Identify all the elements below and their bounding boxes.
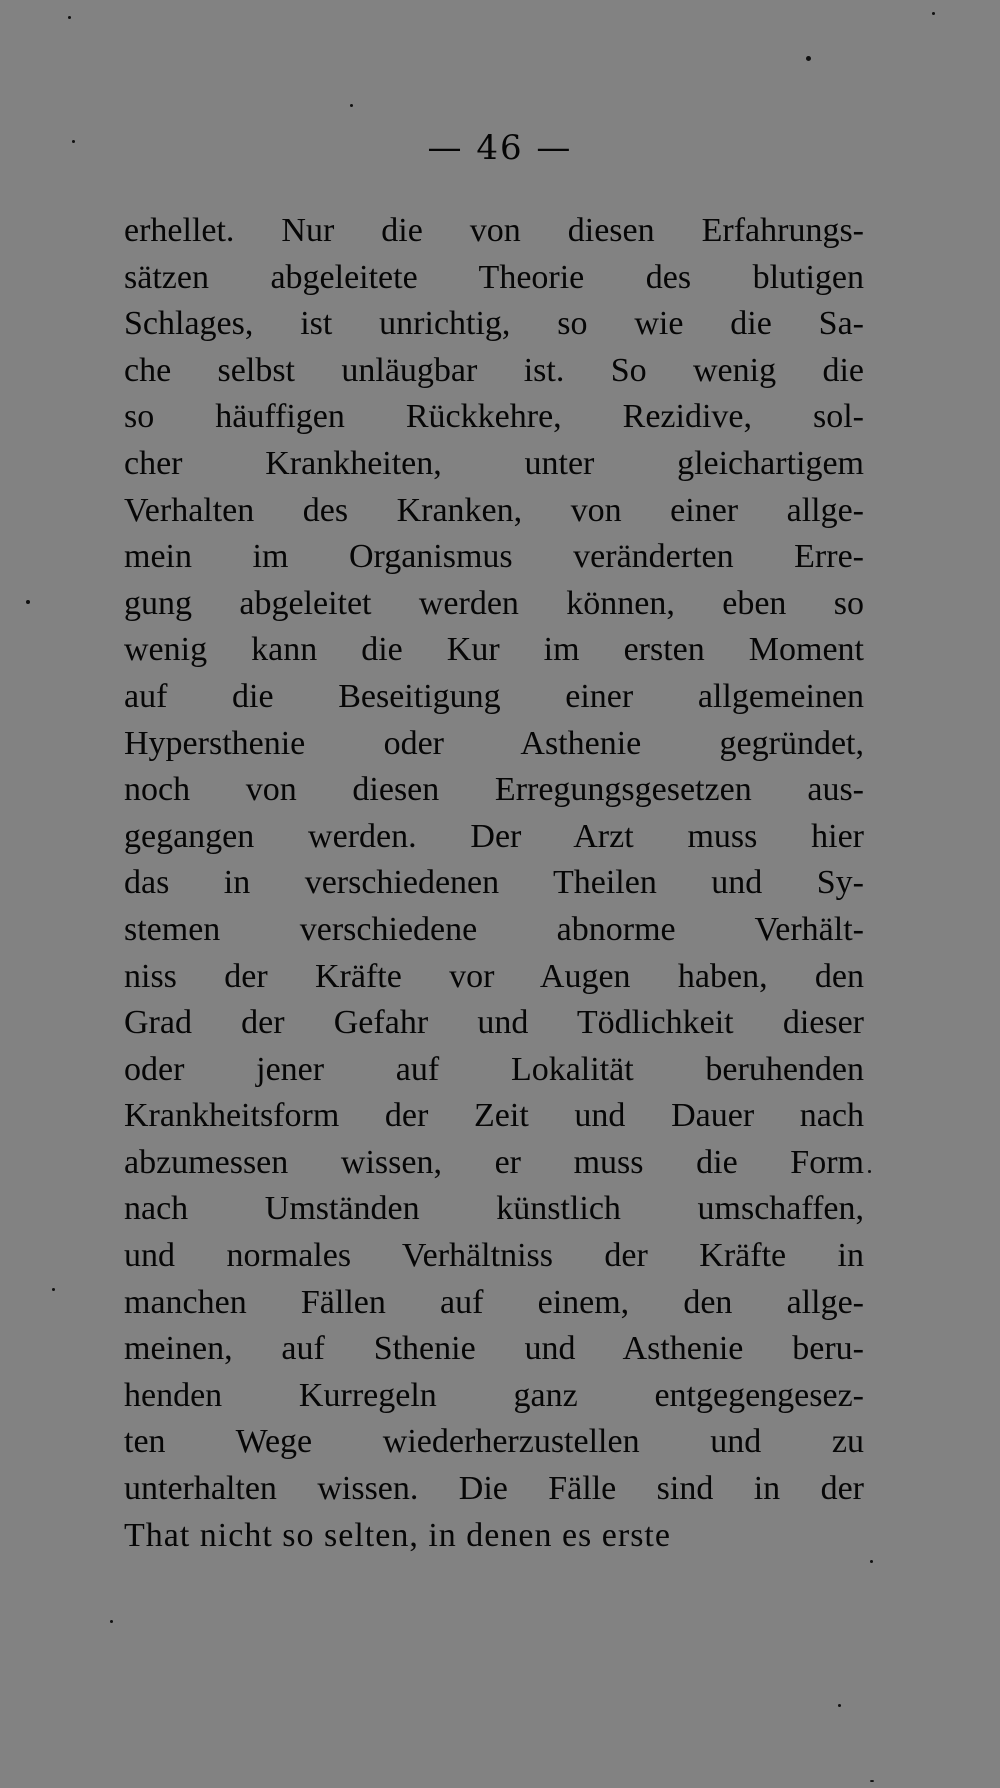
text-line: wenig kann die Kur im ersten Moment bbox=[124, 631, 864, 669]
body-text bbox=[124, 208, 864, 1559]
text-line: nach Umständen künstlich umschaffen, bbox=[124, 1190, 864, 1228]
text-line: so häuffigen Rückkehre, Rezidive, sol- bbox=[124, 398, 864, 436]
scan-speck bbox=[838, 1704, 841, 1707]
text-line: sätzen abgeleitete Theorie des blutigen bbox=[124, 258, 864, 296]
text-line: stemen verschiedene abnorme Verhält- bbox=[124, 910, 864, 948]
text-line: gegangen werden. Der Arzt muss hier bbox=[124, 817, 864, 855]
scan-speck bbox=[870, 1560, 873, 1563]
text-line: That nicht so selten, in denen es erste bbox=[124, 1516, 671, 1554]
text-line: auf die Beseitigung einer allgemeinen bbox=[124, 677, 864, 715]
scan-speck bbox=[870, 1780, 874, 1782]
text-line: niss der Kräfte vor Augen haben, den bbox=[124, 957, 864, 995]
scan-speck bbox=[52, 1288, 55, 1291]
scan-speck bbox=[26, 600, 30, 604]
text-line: mein im Organismus veränderten Erre- bbox=[124, 538, 864, 576]
text-line: ten Wege wiederherzustellen und zu bbox=[124, 1423, 864, 1461]
scan-speck bbox=[868, 1170, 871, 1173]
scan-speck bbox=[72, 140, 75, 143]
scan-speck bbox=[806, 56, 811, 61]
text-line: noch von diesen Erregungsgesetzen aus- bbox=[124, 771, 864, 809]
text-line: manchen Fällen auf einem, den allge- bbox=[124, 1283, 864, 1321]
text-line: Grad der Gefahr und Tödlichkeit dieser bbox=[124, 1004, 864, 1042]
text-line: oder jener auf Lokalität beruhenden bbox=[124, 1050, 864, 1088]
text-line: und normales Verhältniss der Kräfte in bbox=[124, 1237, 864, 1275]
text-line: Hypersthenie oder Asthenie gegründet, bbox=[124, 724, 864, 762]
text-line: che selbst unläugbar ist. So wenig die bbox=[124, 351, 864, 389]
scan-speck bbox=[932, 12, 935, 15]
page-number: — 46 — bbox=[427, 128, 573, 168]
scan-speck bbox=[110, 1620, 113, 1623]
text-line: cher Krankheiten, unter gleichartigem bbox=[124, 444, 864, 482]
text-line: abzumessen wissen, er muss die Form bbox=[124, 1143, 864, 1181]
text-line: unterhalten wissen. Die Fälle sind in der bbox=[124, 1470, 864, 1508]
text-line: erhellet. Nur die von diesen Erfahrungs- bbox=[124, 212, 864, 249]
text-line: das in verschiedenen Theilen und Sy- bbox=[124, 864, 864, 902]
text-line: Verhalten des Kranken, von einer allge- bbox=[124, 491, 864, 529]
text-line: henden Kurregeln ganz entgegengesez- bbox=[124, 1376, 864, 1414]
scan-speck bbox=[68, 16, 71, 19]
text-line: Krankheitsform der Zeit und Dauer nach bbox=[124, 1097, 864, 1135]
text-line: meinen, auf Sthenie und Asthenie beru- bbox=[124, 1330, 864, 1368]
scan-speck bbox=[350, 104, 353, 107]
text-line: gung abgeleitet werden können, eben so bbox=[124, 584, 864, 622]
text-line: Schlages, ist unrichtig, so wie die Sa- bbox=[124, 305, 864, 343]
